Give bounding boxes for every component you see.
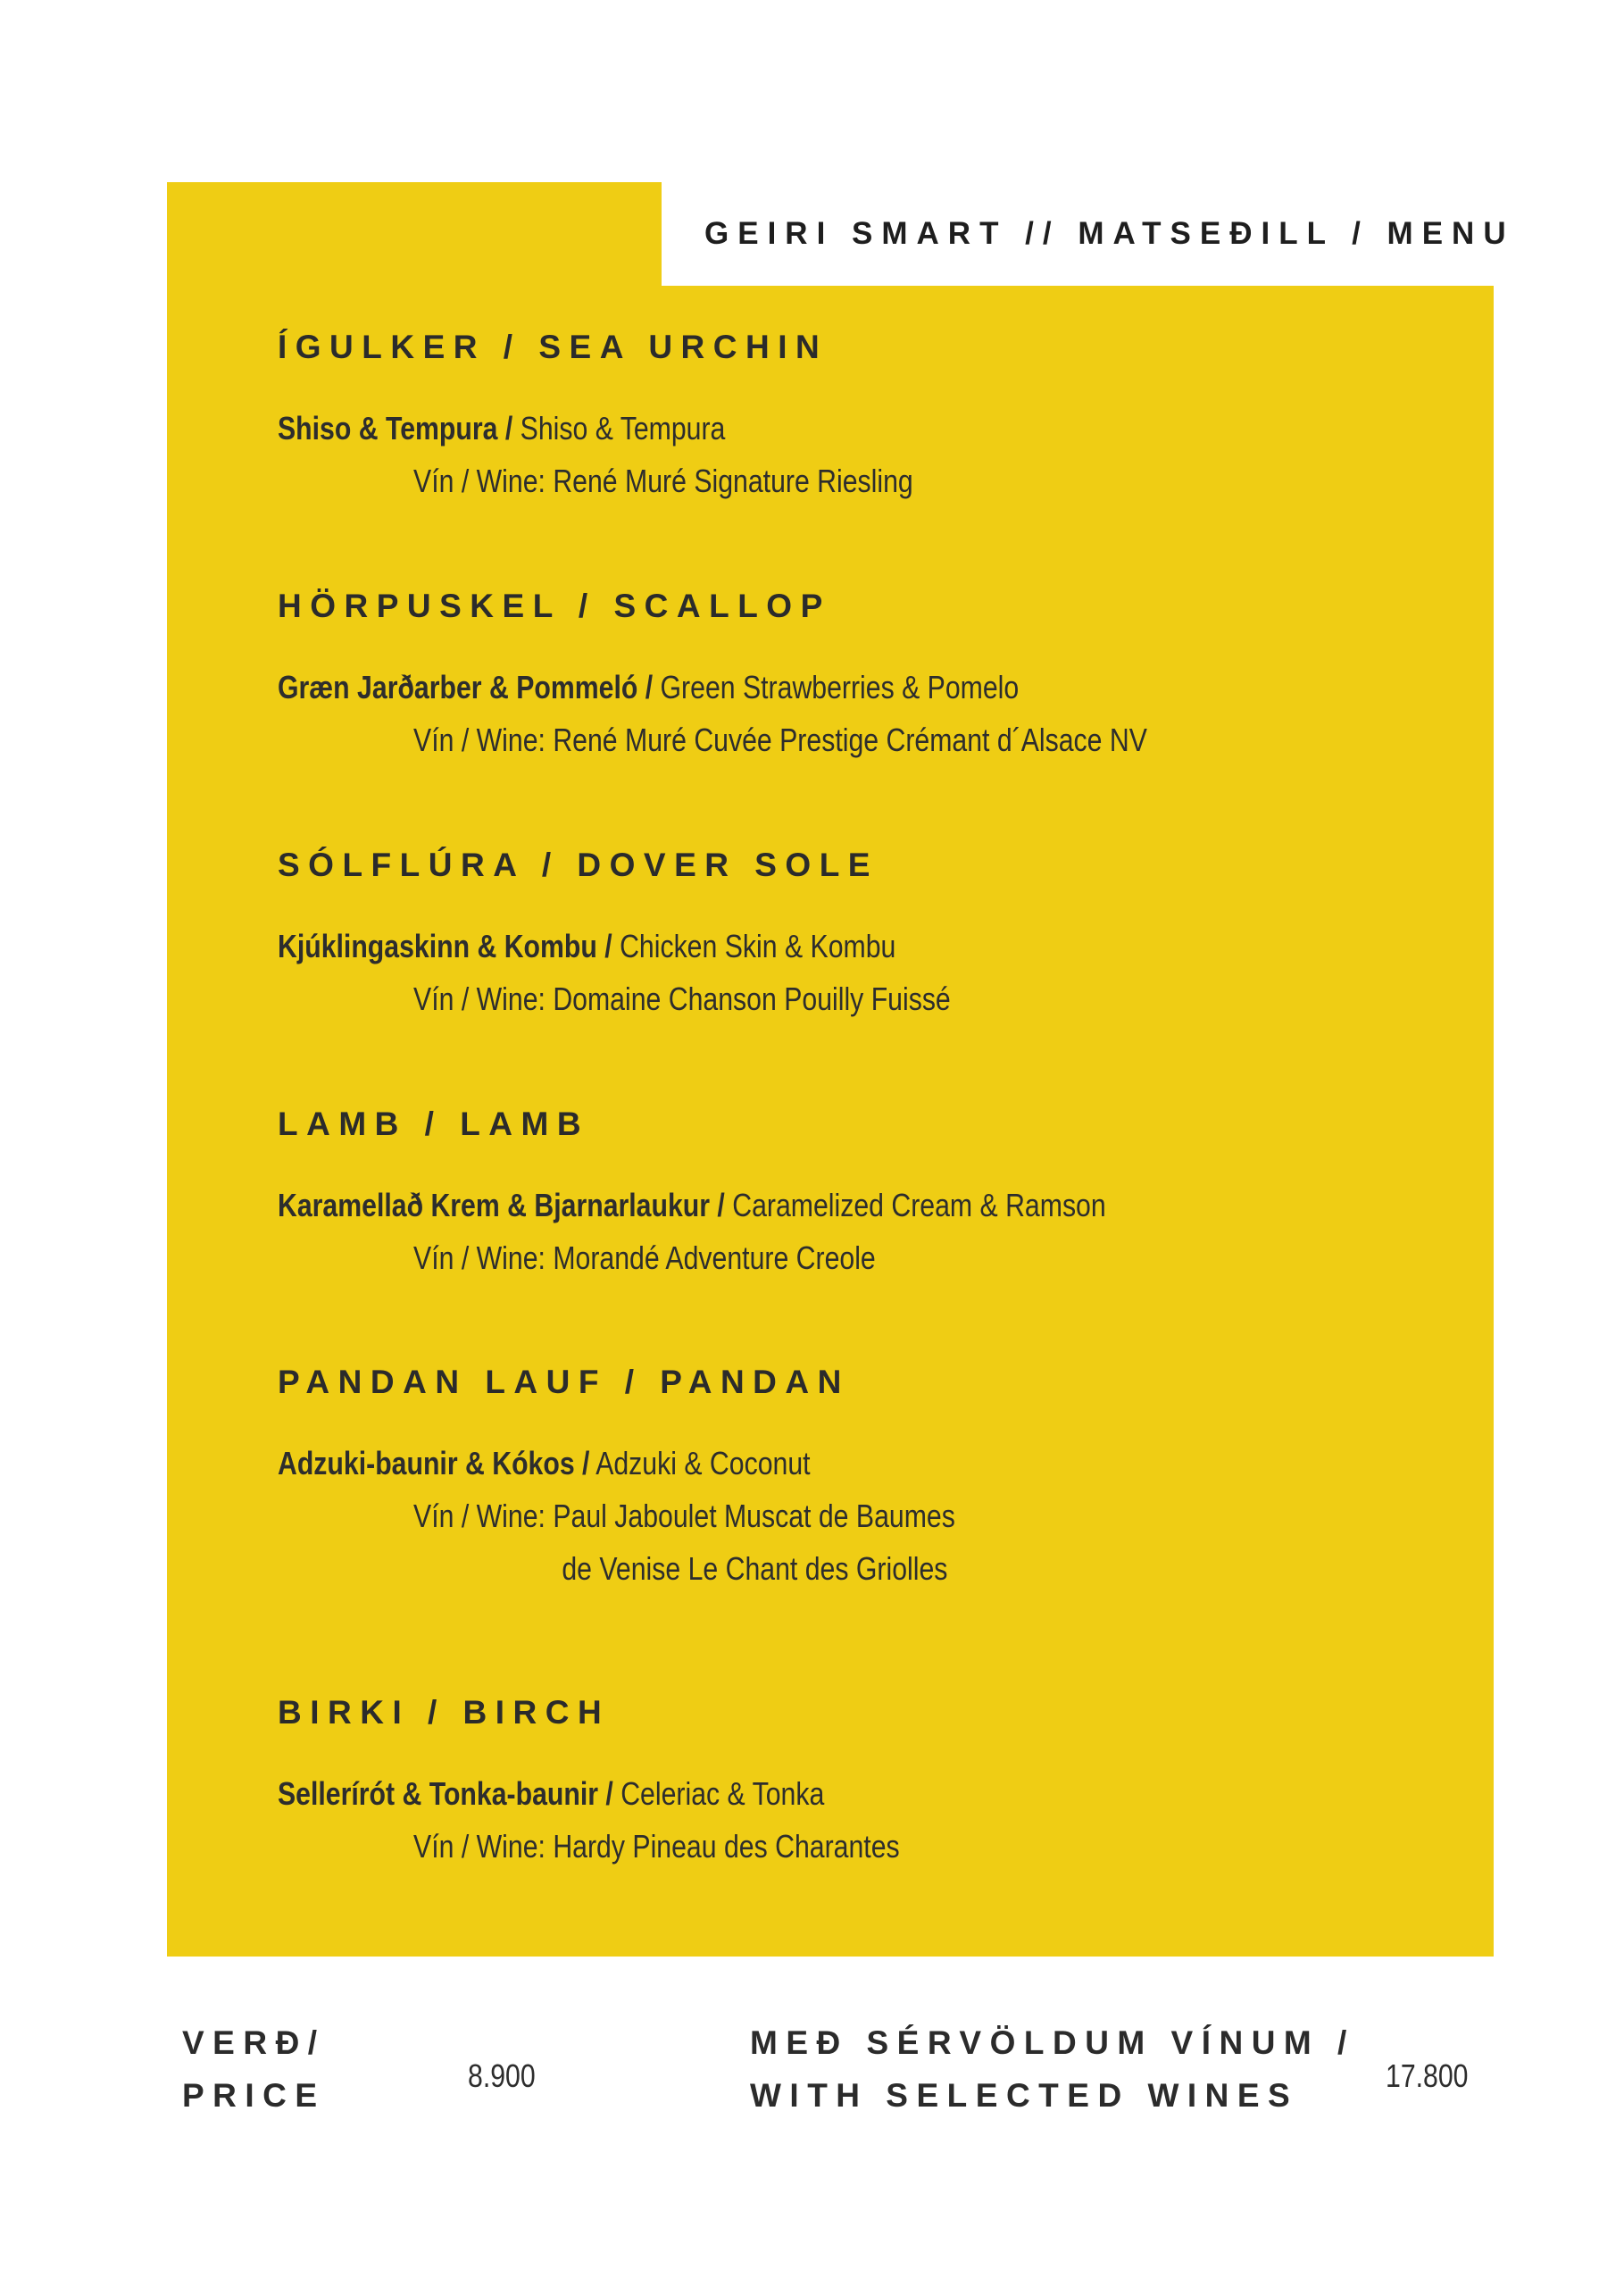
base-price-label-line1: VERÐ/ [182, 2024, 326, 2061]
wine-pairing: Vín / Wine: René Muré Signature Riesling [413, 463, 913, 499]
wine-pairing: Vín / Wine: Domaine Chanson Pouilly Fuissé [413, 980, 951, 1017]
course-heading: BIRKI / BIRCH [278, 1694, 611, 1731]
dish-name-en: Adzuki & Coconut [589, 1445, 811, 1481]
wine-pairing: Vín / Wine: Hardy Pineau des Charantes [413, 1828, 900, 1865]
wine-price-value: 17.800 [1386, 2057, 1469, 2094]
dish-name-is: Shiso & Tempura / [278, 410, 513, 446]
course-heading: SÓLFLÚRA / DOVER SOLE [278, 847, 879, 883]
dish-name-en: Caramelized Cream & Ramson [724, 1187, 1106, 1223]
course-heading: LAMB / LAMB [278, 1106, 590, 1142]
base-price-label-line2: PRICE [182, 2077, 326, 2114]
course-sea-urchin [278, 327, 1438, 501]
wine-price-label [750, 2016, 1355, 2122]
course-heading: HÖRPUSKEL / SCALLOP [278, 588, 831, 624]
course-birch [278, 1692, 1438, 1866]
dish-line [278, 927, 1253, 966]
wine-pairing: Vín / Wine: René Muré Cuvée Prestige Crémant d´Alsace NV [413, 722, 1147, 758]
dish-name-en: Green Strawberries & Pomelo [653, 669, 1020, 705]
wine-price-label-line2: WITH SELECTED WINES [750, 2077, 1299, 2114]
base-price-label [182, 2016, 326, 2122]
dish-name-is: Karamellað Krem & Bjarnarlaukur / [278, 1187, 725, 1223]
wine-price-label-line1: MEÐ SÉRVÖLDUM VÍNUM / [750, 2024, 1355, 2061]
dish-name-en: Chicken Skin & Kombu [612, 928, 896, 964]
course-heading: PANDAN LAUF / PANDAN [278, 1364, 850, 1400]
course-scallop [278, 586, 1438, 760]
menu-title: GEIRI SMART // MATSEÐILL / MENU [704, 216, 1515, 251]
course-dover-sole [278, 845, 1438, 1019]
dish-name-en: Celeriac & Tonka [612, 1775, 825, 1812]
dish-name-is: Sellerírót & Tonka-baunir / [278, 1775, 613, 1812]
wine-pairing: Vín / Wine: Paul Jaboulet Muscat de Baumes [413, 1498, 955, 1534]
dish-name-is: Adzuki-baunir & Kókos / [278, 1445, 590, 1481]
course-heading: ÍGULKER / SEA URCHIN [278, 329, 829, 365]
dish-line [278, 1186, 1253, 1225]
wine-pairing: Vín / Wine: Morandé Adventure Creole [413, 1239, 876, 1276]
dish-name-is: Kjúklingaskinn & Kombu / [278, 928, 612, 964]
course-pandan [278, 1362, 1438, 1589]
dish-line [278, 1444, 1253, 1483]
wine-pairing-continued: de Venise Le Chant des Griolles [562, 1550, 948, 1587]
dish-name-en: Shiso & Tempura [512, 410, 726, 446]
dish-line [278, 668, 1253, 707]
dish-name-is: Græn Jarðarber & Pommeló / [278, 669, 654, 705]
dish-line [278, 409, 1253, 448]
dish-line [278, 1774, 1253, 1814]
menu-title-tab [662, 182, 1515, 286]
course-lamb [278, 1104, 1438, 1278]
base-price-value: 8.900 [468, 2057, 536, 2094]
